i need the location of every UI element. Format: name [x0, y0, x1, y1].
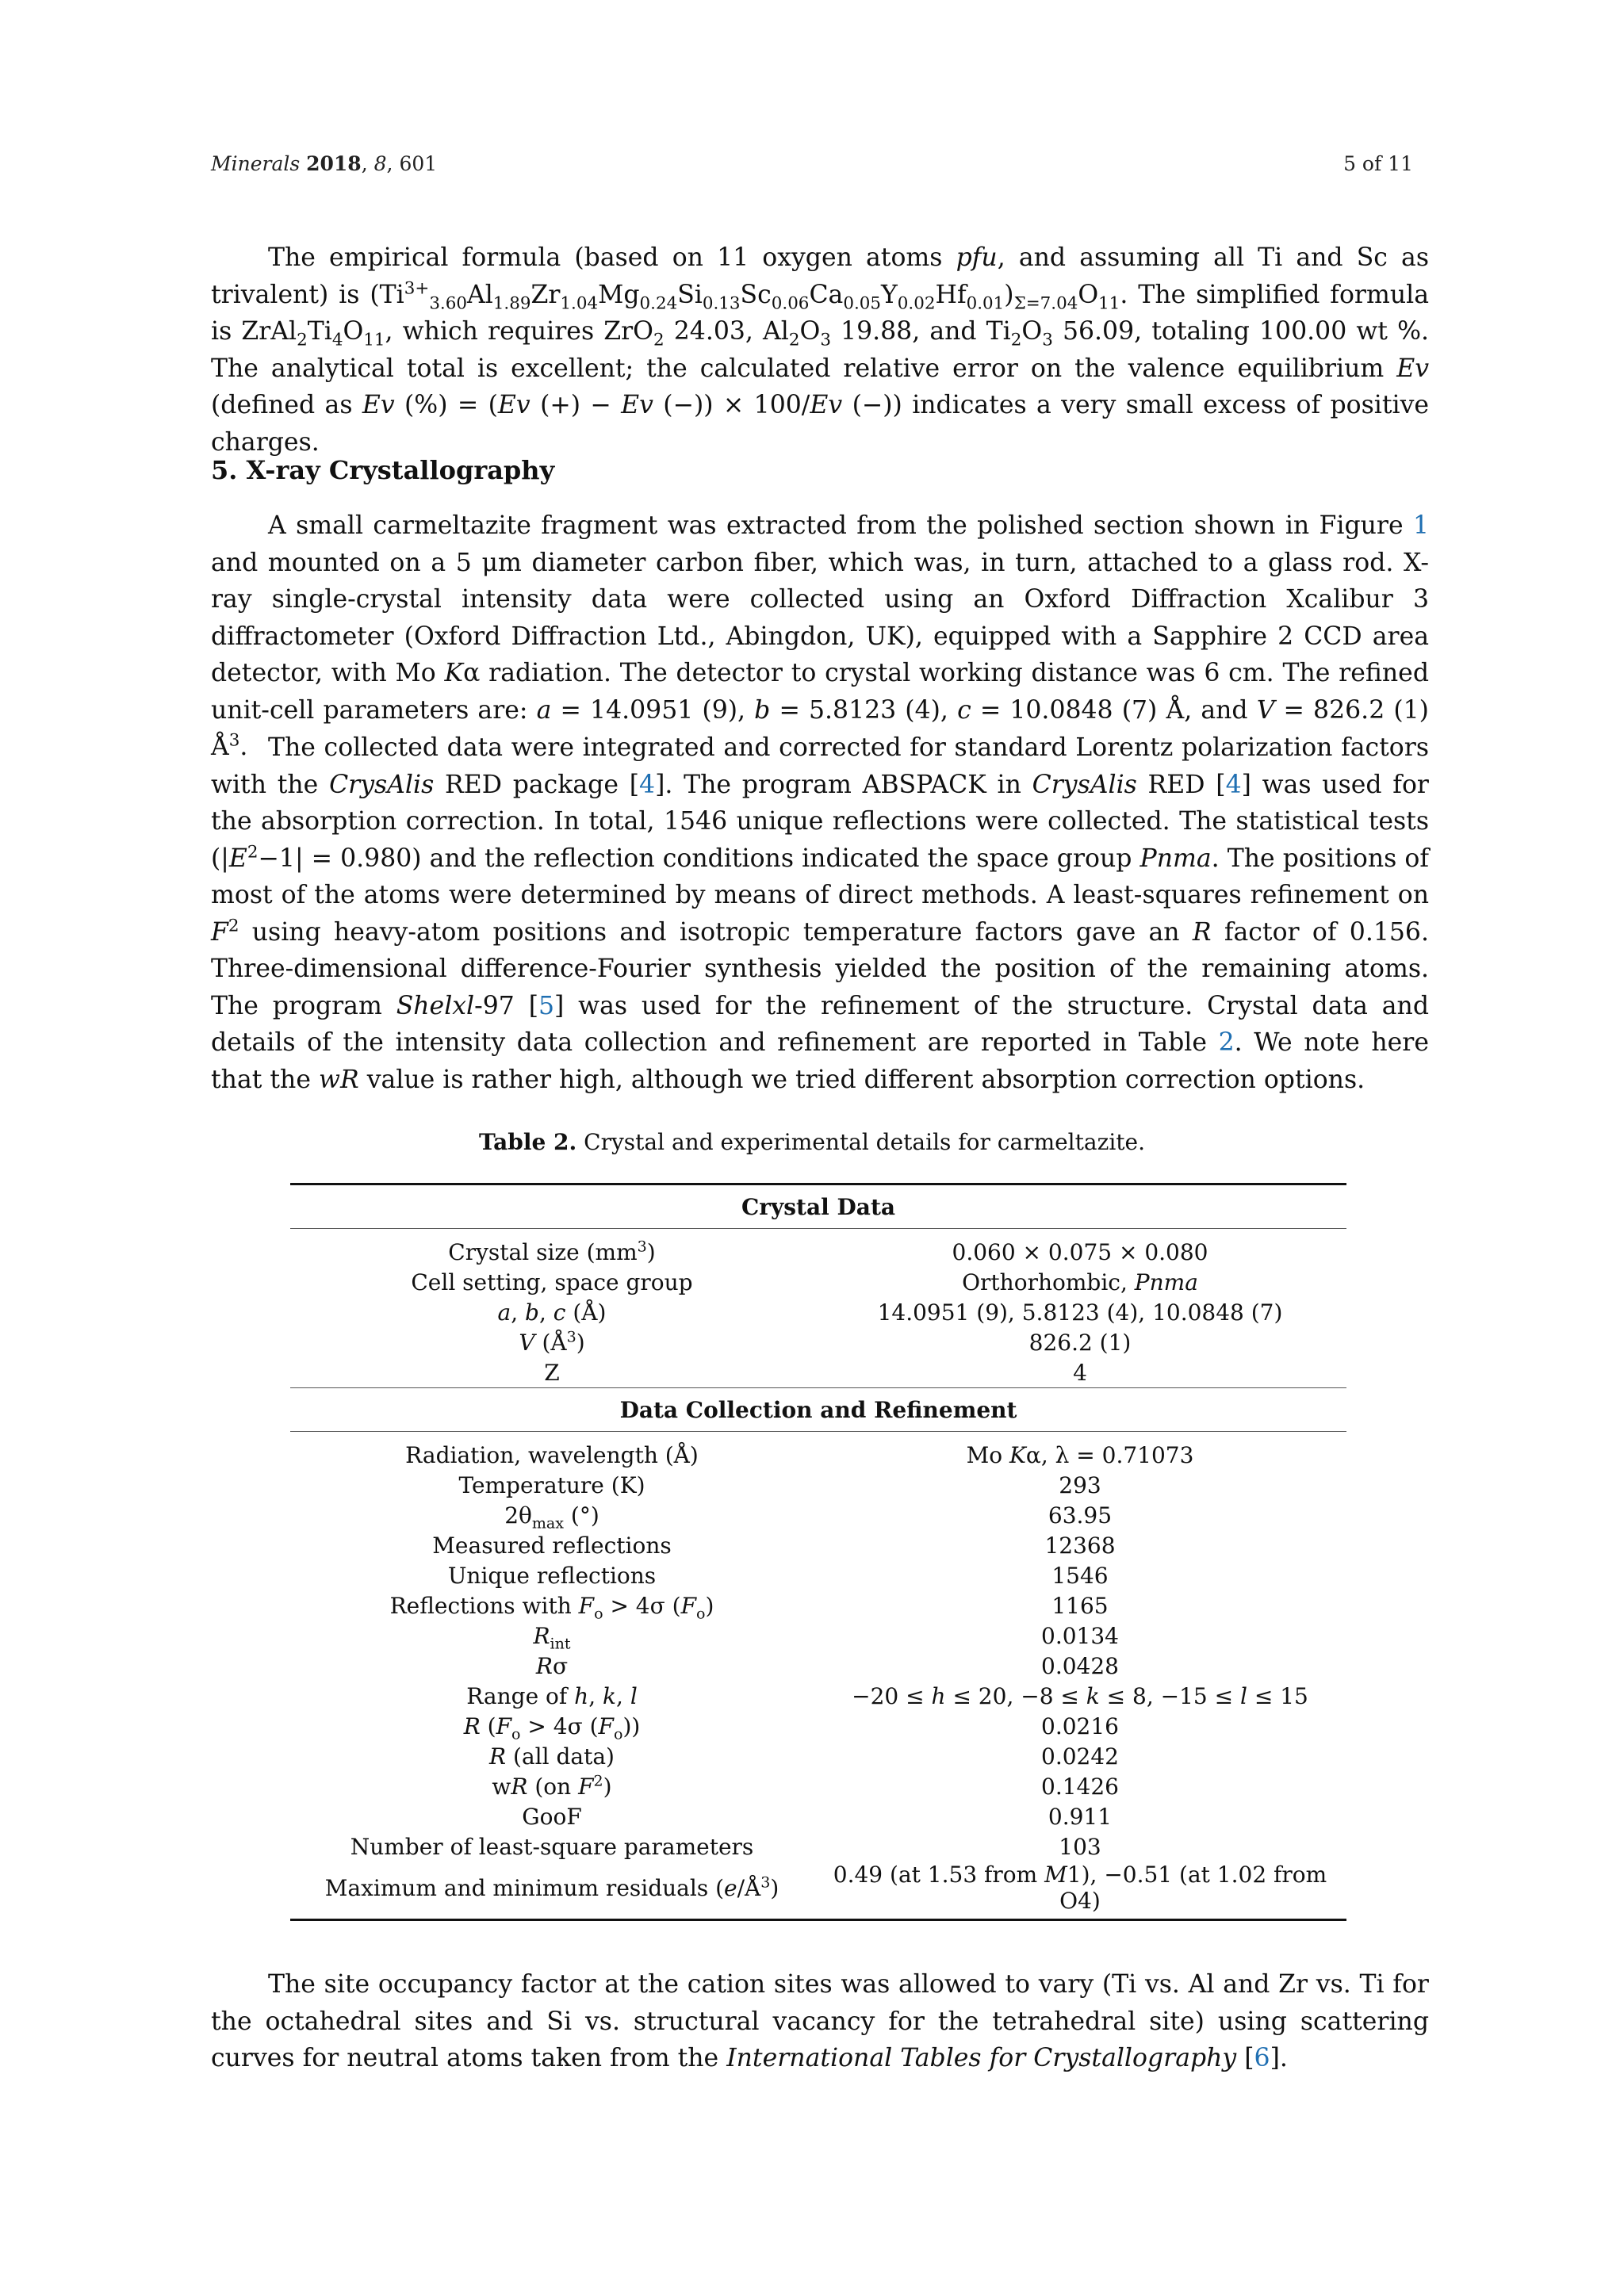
table-row: Maximum and minimum residuals $(e/Å^3)$ 0.49 (at 1.53 from M1), −0.51 (at 1.02 from O4): [290, 1862, 1346, 1920]
table-row: R ($F_o > 4\sigma$ $(F_o)$) 0.0216: [463, 1712, 1119, 1743]
page-number: 5 of 11: [1343, 152, 1413, 175]
journal-citation: Minerals 2018, 8, 601: [211, 152, 438, 175]
table-section-header: Crystal Data: [290, 1184, 1346, 1229]
table-row: Number of least-square parameters 103: [350, 1833, 1101, 1860]
table-row: $2\theta_{max}$ (°) 63.95: [504, 1502, 1113, 1533]
paragraph-empirical-formula: The empirical formula (based on 11 oxygen atoms pfu, and assuming all Ti and Sc as trivalent) is $(Ti^{3+}_{3.60}Al_{1.89}Zr_{1.04}Mg_{0.24}Si_{0.13}Sc_{0.06}Ca_{0.05}Y_{0.02}Hf_{0.01})_{\Sigma=7.04}O_{11}$. The simplified formula is $ZrAl_2Ti_4O_{11}$, which requires ZrO$_2$ 24.03, $Al_2O_3$ 19.88, and $Ti_2O_3$ 56.09, totaling 100.00 wt %. The analytical total is excellent; the calculated relative error on the valence equilibrium Ev (defined as Ev (%) = (Ev (+) − Ev (−)) × 100/Ev (−)) indicates a very small excess of positive charges.: [211, 243, 1430, 457]
table-row: Unique reflections 1546: [447, 1562, 1109, 1589]
reference-link[interactable]: 4: [1225, 770, 1242, 799]
reference-link[interactable]: 6: [1254, 2044, 1270, 2072]
table-row: Rσ 0.0428: [535, 1652, 1119, 1679]
table-row: V $(Å^3)$ 826.2 (1): [519, 1328, 1132, 1356]
table-row: Crystal size $(mm^3)$ 0.060 × 0.075 × 0.080: [448, 1238, 1208, 1265]
table-link[interactable]: 2: [1218, 1028, 1235, 1057]
table-row: wR (on $F^2$) 0.1426: [492, 1772, 1119, 1800]
paragraph-site-occupancy: The site occupancy factor at the cation sites was allowed to vary (Ti vs. Al and Zr vs. Ti for the octahedral sites and Si vs. structural vacancy for the tetrahedral site) using scattering curves for neutral atoms taken from the International Tables for Crystallography [6].: [211, 1970, 1429, 2072]
table-section-header: Data Collection and Refinement: [290, 1388, 1346, 1432]
table-row: Temperature (K) 293: [458, 1471, 1101, 1498]
figure-link[interactable]: 1: [1412, 511, 1429, 540]
paragraph-sample-mounting: A small carmeltazite fragment was extracted from the polished section shown in Figure 1 and mounted on a 5 μm diameter carbon fiber, which was, in turn, attached to a glass rod. X-ray single-crystal intensity data were collected using an Oxford Diffraction Xcalibur 3 diffractometer (Oxford Diffraction Ltd., Abingdon, UK), equipped with a Sapphire 2 CCD area detector, with Mo Kα radiation. The detector to crystal working distance was 6 cm. The refined unit-cell parameters are: a = 14.0951 (9), b = 5.8123 (4), c = 10.0848 (7) Å, and V = 826.2 (1) $Å^3$.: [211, 511, 1429, 761]
table-row: Radiation, wavelength (Å) Mo Kα, λ = 0.71073: [405, 1441, 1194, 1468]
table-row: $R_{int}$ 0.0134: [533, 1622, 1119, 1653]
table-row: Reflections with $F_o > 4\sigma$ $(F_o)$ 1165: [389, 1592, 1109, 1623]
crystal-data-table: [290, 1183, 1346, 1921]
table-row: GooF 0.911: [522, 1803, 1113, 1830]
table-caption: Table 2. Crystal and experimental details for carmeltazite.: [478, 1129, 1146, 1155]
table-row: Range of h, k, l −20 ≤ h ≤ 20, −8 ≤ k ≤ 8, −15 ≤ l ≤ 15: [466, 1682, 1308, 1709]
paragraph-data-processing: The collected data were integrated and corrected for standard Lorentz polarization factors with the CrysAlis RED package [4]. The program ABSPACK in CrysAlis RED [4] was used for the absorption correction. In total, 1546 unique reflections were collected. The statistical tests $(|E^2-1| = 0.980)$ and the reflection conditions indicated the space group Pnma. The positions of most of the atoms were determined by means of direct methods. A least-squares refinement on $F^2$ using heavy-atom positions and isotropic temperature factors gave an R factor of 0.156. Three-dimensional difference-Fourier synthesis yielded the position of the remaining atoms. The program Shelxl-97 [5] was used for the refinement of the structure. Crystal data and details of the intensity data collection and refinement are reported in Table 2. We note here that the wR value is rather high, although we tried different absorption correction options.: [211, 733, 1430, 1094]
table-row: a, b, c (Å) 14.0951 (9), 5.8123 (4), 10.0848 (7): [497, 1299, 1283, 1326]
running-header: [211, 152, 1413, 175]
table-row: Cell setting, space group Orthorhombic, Pnma: [411, 1269, 1198, 1295]
reference-link[interactable]: 4: [639, 770, 656, 799]
section-heading: 5. X-ray Crystallography: [211, 455, 555, 485]
table-row: Measured reflections 12368: [432, 1532, 1116, 1559]
reference-link[interactable]: 5: [538, 991, 555, 1020]
table-row: Z 4: [544, 1359, 1087, 1386]
table-row: R (all data) 0.0242: [489, 1743, 1119, 1770]
